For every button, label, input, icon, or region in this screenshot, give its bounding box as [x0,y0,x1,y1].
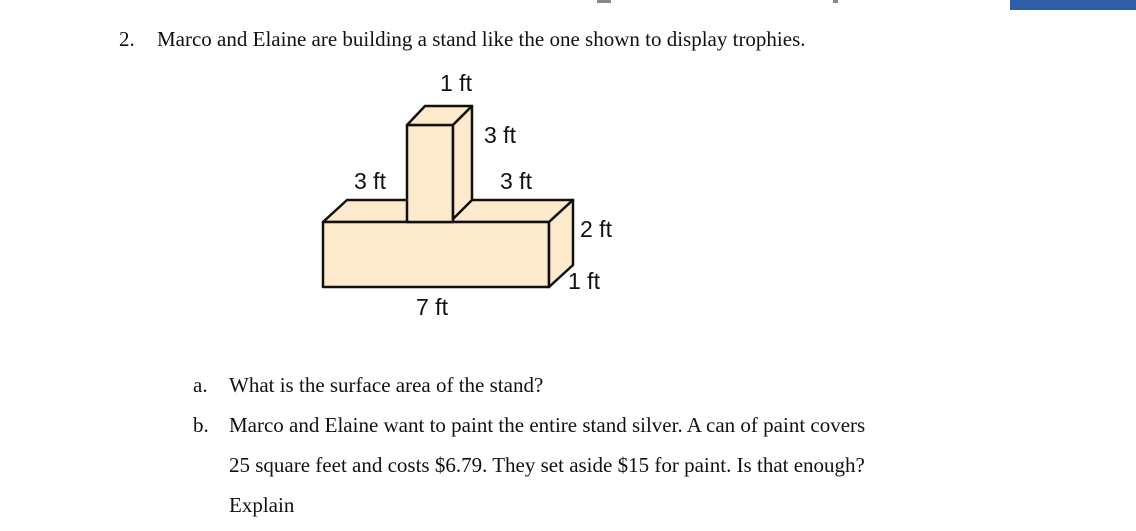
dim-top-height: 3 ft [484,122,516,148]
part-a-label: a. [193,373,208,397]
cropped-text-fragment [833,0,838,3]
part-b-label: b. [193,413,209,437]
dim-left-height: 3 ft [354,168,386,194]
base-front-face [323,222,549,287]
question-number: 2. [119,27,135,51]
dim-base-height: 2 ft [580,216,612,242]
stand-shape [323,106,573,287]
column-front-face [407,125,453,222]
part-b-text-line-1: Marco and Elaine want to paint the entire stand silver. A can of paint covers [229,413,866,437]
dim-top-depth: 3 ft [500,168,532,194]
question-text: Marco and Elaine are building a stand like the one shown to display trophies. [157,27,806,51]
dim-base-length: 7 ft [416,294,448,320]
column-right-face [453,106,472,219]
dim-base-depth: 1 ft [568,268,600,294]
part-b-text-line-2: 25 square feet and costs $6.79. They set aside $15 for paint. Is that enough? [229,453,865,477]
dim-top-width: 1 ft [440,70,472,96]
header-accent-bar [1010,0,1136,10]
cropped-text-fragment [597,0,611,3]
part-b-text-line-3: Explain [229,493,295,517]
part-a-text: What is the surface area of the stand? [229,373,544,397]
stand-figure [300,65,640,325]
